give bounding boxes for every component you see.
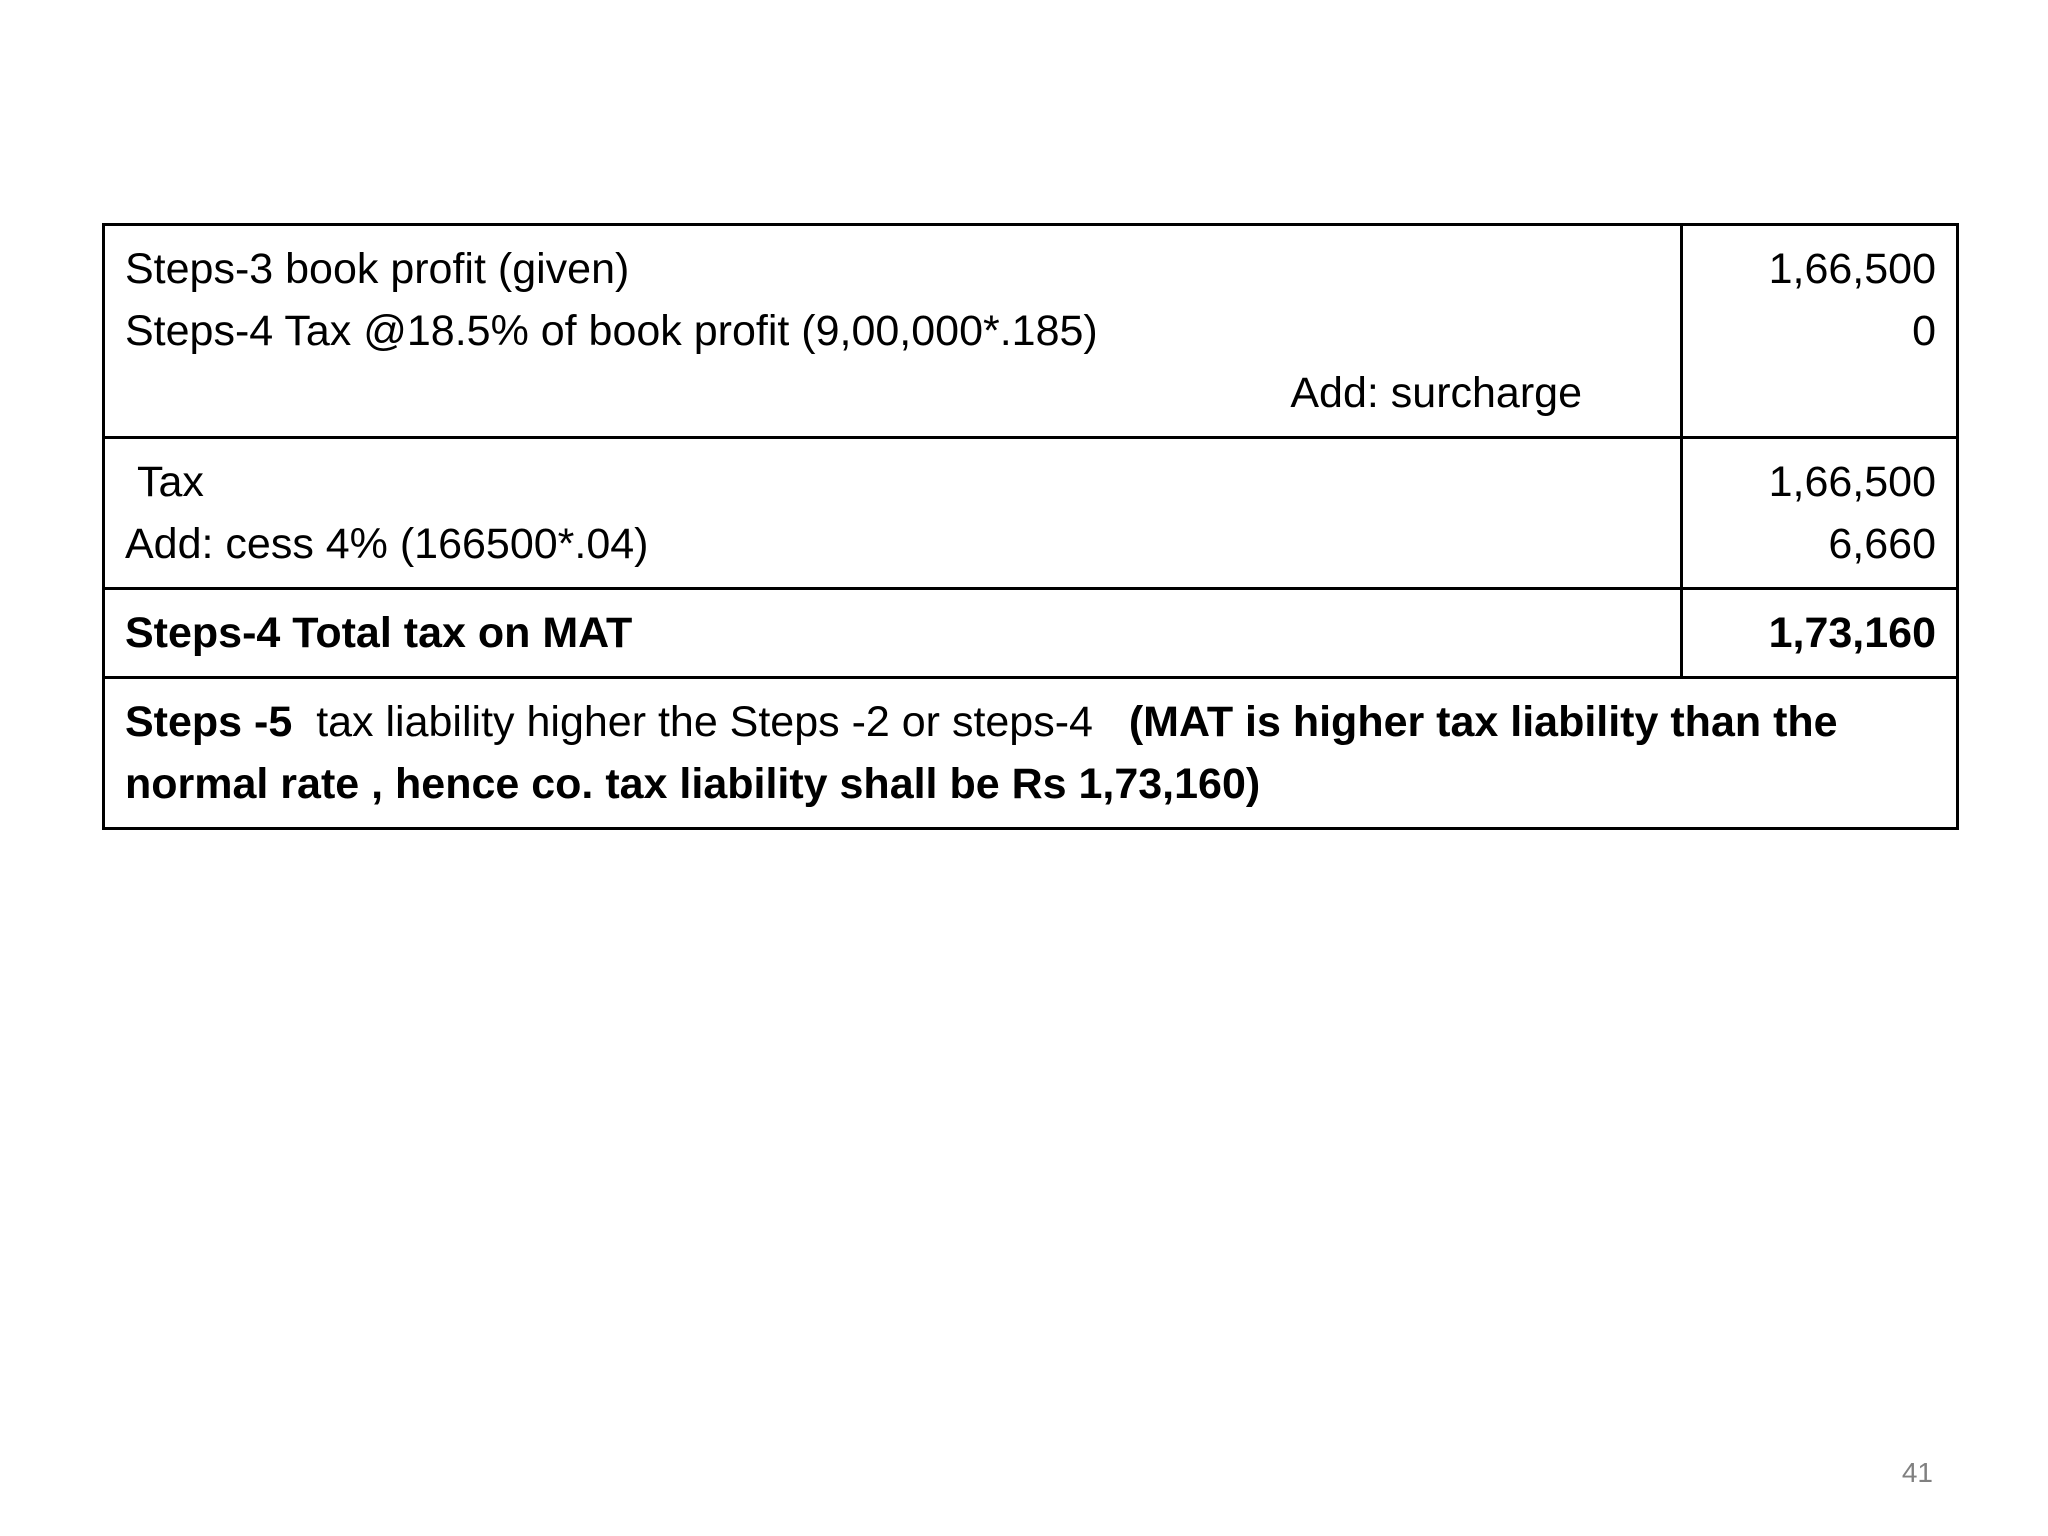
total-amount-cell — [1682, 589, 1958, 678]
description-cell — [104, 225, 1682, 438]
table-row — [104, 225, 1958, 438]
step5-description: tax liability higher the Steps -2 or steps-4 — [316, 698, 1093, 746]
page-number: 41 — [1901, 1457, 1933, 1488]
tax-label: Tax — [137, 458, 204, 506]
table-row — [104, 589, 1958, 678]
step5-conclusion: (MAT is higher tax liability than the normal rate , hence co. tax liability shall be Rs 1,73,160) — [125, 698, 1838, 808]
amount-cell — [1682, 438, 1958, 589]
cess-amount: 6,660 — [1828, 520, 1936, 568]
tax-computation-table — [102, 223, 1959, 830]
tax-rate-label: Steps-4 Tax @18.5% of book profit (9,00,000*.185) — [125, 307, 1098, 355]
total-tax-amount: 1,73,160 — [1768, 609, 1936, 657]
book-profit-amount: 1,66,500 — [1768, 245, 1936, 293]
conclusion-cell — [104, 678, 1958, 829]
table-row — [104, 438, 1958, 589]
step5-label: Steps -5 — [125, 698, 293, 746]
cess-label: Add: cess 4% (166500*.04) — [125, 520, 649, 568]
surcharge-amount: 0 — [1912, 307, 1936, 355]
total-label-cell — [104, 589, 1682, 678]
book-profit-label: Steps-3 book profit (given) — [125, 245, 630, 293]
description-cell — [104, 438, 1682, 589]
tax-amount: 1,66,500 — [1768, 458, 1936, 506]
surcharge-label: Add: surcharge — [1290, 369, 1582, 417]
total-tax-label: Steps-4 Total tax on MAT — [125, 609, 633, 657]
table-row — [104, 678, 1958, 829]
amount-cell — [1682, 225, 1958, 438]
